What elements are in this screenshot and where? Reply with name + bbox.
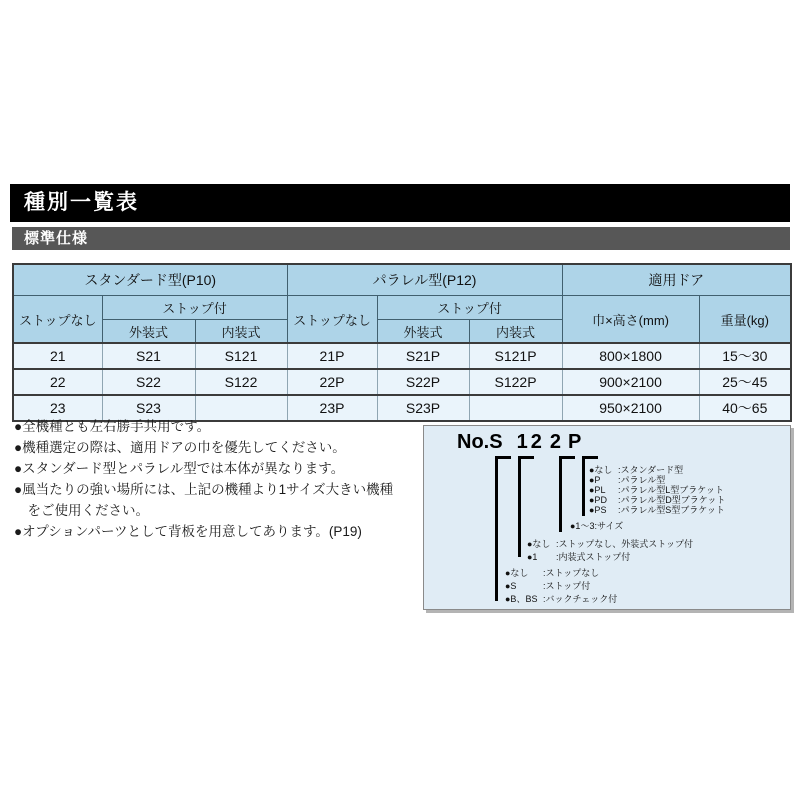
- diagram-connector-arm: [495, 456, 511, 459]
- notes-list: [14, 416, 422, 542]
- legend-item: ●なし :ストップなし、外装式ストップ付: [527, 539, 693, 549]
- col-header-standard: スタンダード型(P10): [13, 264, 287, 296]
- model-digit: 2: [530, 431, 542, 453]
- note-item: ●オプションパーツとして背板を用意してあります。(P19): [14, 524, 362, 539]
- col-header-outer-std: 外装式: [102, 320, 195, 344]
- subsection-title-bar: [12, 227, 790, 250]
- table-row: [13, 343, 791, 369]
- note-item: ●スタンダード型とパラレル型では本体が異なります。: [14, 461, 345, 476]
- note-item: ●風当たりの強い場所には、上記の機種より1サイズ大きい機種: [14, 482, 394, 497]
- table-row: [13, 369, 791, 395]
- note-item: ●全機種とも左右勝手共用です。: [14, 419, 211, 434]
- table-subheader-row-1: [13, 296, 791, 320]
- table-cell: 800×1800: [562, 343, 699, 369]
- legend-size: [570, 521, 623, 531]
- note-item: をご使用ください。: [14, 503, 149, 518]
- table-cell: S121P: [469, 343, 562, 369]
- col-header-outer-para: 外装式: [377, 320, 469, 344]
- diagram-connector-arm: [518, 456, 534, 459]
- table-cell: S23P: [377, 395, 469, 421]
- legend-stop-mount: [527, 538, 693, 564]
- legend-item: ●PL :パラレル型L型ブラケット: [589, 485, 724, 495]
- table-cell: [469, 395, 562, 421]
- legend-item: ●B、BS :バックチェック付: [505, 594, 618, 604]
- table-cell: 15〜30: [699, 343, 791, 369]
- diagram-connector-line: [582, 456, 585, 516]
- model-digit: P: [567, 431, 582, 453]
- col-header-stop-none-para: ストップなし: [287, 296, 377, 344]
- table-cell: S22P: [377, 369, 469, 395]
- section-title: 種別一覧表: [24, 191, 139, 214]
- table-cell: S121: [195, 343, 287, 369]
- legend-item: ●PD :パラレル型D型ブラケット: [589, 495, 726, 505]
- spec-table-container: [12, 263, 790, 422]
- legend-item: ●S :ストップ付: [505, 581, 591, 591]
- table-cell: 23P: [287, 395, 377, 421]
- table-cell: S122P: [469, 369, 562, 395]
- table-cell: 25〜45: [699, 369, 791, 395]
- legend-item: ●なし :スタンダード型: [589, 465, 684, 475]
- model-digit: 1: [516, 431, 528, 453]
- diagram-connector-arm: [559, 456, 575, 459]
- col-header-inner-para: 内装式: [469, 320, 562, 344]
- col-header-stop-with-para: ストップ付: [377, 296, 562, 320]
- legend-item: ●1 :内装式ストップ付: [527, 552, 631, 562]
- diagram-connector-line: [518, 456, 521, 557]
- model-digit: 2: [549, 431, 561, 453]
- table-cell: 21P: [287, 343, 377, 369]
- col-header-stop-none-std: ストップなし: [13, 296, 102, 344]
- table-cell: S21P: [377, 343, 469, 369]
- col-header-door: 適用ドア: [562, 264, 791, 296]
- model-number-title: [457, 431, 581, 454]
- legend-item: ●なし :ストップなし: [505, 568, 600, 578]
- col-header-parallel: パラレル型(P12): [287, 264, 562, 296]
- legend-item: ●P :パラレル型: [589, 475, 666, 485]
- table-cell: 40〜65: [699, 395, 791, 421]
- col-header-inner-std: 内装式: [195, 320, 287, 344]
- model-number-diagram-box: [423, 425, 791, 610]
- legend-item: ●1〜3 :サイズ: [570, 521, 624, 531]
- table-group-header-row: [13, 264, 791, 296]
- table-cell: 950×2100: [562, 395, 699, 421]
- diagram-connector-line: [559, 456, 562, 532]
- legend-item: ●PS :パラレル型S型ブラケット: [589, 505, 725, 515]
- section-title-bar: [10, 184, 790, 222]
- legend-type-suffix: [589, 465, 725, 515]
- subsection-title: 標準仕様: [24, 230, 89, 247]
- table-cell: S22: [102, 369, 195, 395]
- spec-table: [12, 263, 792, 422]
- diagram-connector-line: [495, 456, 498, 601]
- table-cell: 900×2100: [562, 369, 699, 395]
- table-cell: 22P: [287, 369, 377, 395]
- col-header-door-weight: 重量(kg): [699, 296, 791, 344]
- table-cell: 23: [13, 395, 102, 421]
- table-cell: S122: [195, 369, 287, 395]
- model-prefix: No.S: [457, 431, 503, 453]
- diagram-connector-arm: [582, 456, 598, 459]
- col-header-door-size: 巾×高さ(mm): [562, 296, 699, 344]
- table-cell: S21: [102, 343, 195, 369]
- col-header-stop-with-std: ストップ付: [102, 296, 287, 320]
- table-cell: 21: [13, 343, 102, 369]
- table-cell: 22: [13, 369, 102, 395]
- legend-stop-prefix: [505, 567, 617, 606]
- note-item: ●機種選定の際は、適用ドアの巾を優先してください。: [14, 440, 346, 455]
- table-cell: S23: [102, 395, 195, 421]
